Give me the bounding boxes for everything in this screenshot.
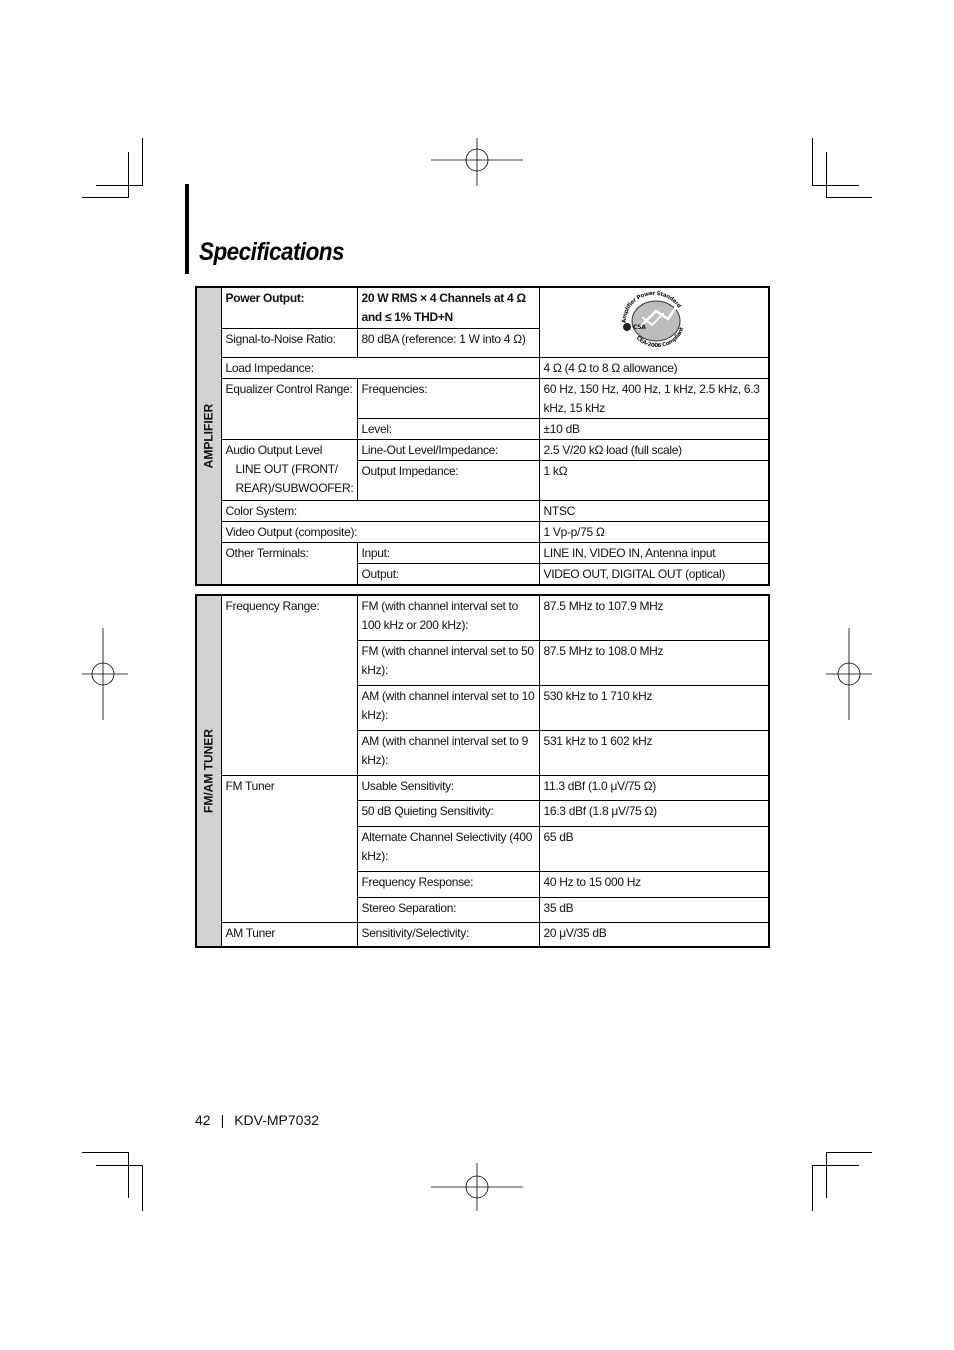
registration-mark-bottom [431, 1163, 523, 1211]
freq-range-value: 530 kHz to 1 710 kHz [539, 685, 769, 730]
fm-value: 35 dB [539, 897, 769, 922]
terminal-input-value: LINE IN, VIDEO IN, Antenna input [539, 543, 769, 564]
fm-value: 11.3 dBf (1.0 μV/75 Ω) [539, 775, 769, 800]
fm-tuner-label: FM Tuner [221, 775, 357, 922]
registration-mark-right [826, 628, 872, 720]
tuner-spec-table [195, 594, 770, 948]
load-impedance-label: Load Impedance: [221, 358, 539, 379]
fm-value: 40 Hz to 15 000 Hz [539, 871, 769, 897]
model-name: KDV-MP7032 [234, 1112, 320, 1128]
color-system-label: Color System: [221, 501, 539, 522]
other-terminals-label: Other Terminals: [221, 543, 357, 586]
title-bar [185, 184, 189, 274]
registration-mark-top [431, 138, 523, 186]
svg-text:Amplifier Power Standard: Amplifier Power Standard [621, 290, 682, 324]
freq-range-condition: FM (with channel interval set to 100 kHz or 200 kHz): [357, 595, 539, 640]
power-output-label: Power Output: [221, 287, 357, 329]
snr-value: 80 dBA (reference: 1 W into 4 Ω) [357, 329, 539, 358]
lineout-level-label: Line-Out Level/Impedance: [357, 440, 539, 461]
output-impedance-label: Output Impedance: [357, 461, 539, 501]
color-system-value: NTSC [539, 501, 769, 522]
am-value: 20 μV/35 dB [539, 922, 769, 947]
terminal-output-value: VIDEO OUT, DIGITAL OUT (optical) [539, 564, 769, 586]
freq-range-condition: AM (with channel interval set to 10 kHz): [357, 685, 539, 730]
fm-value: 16.3 dBf (1.8 μV/75 Ω) [539, 800, 769, 826]
load-impedance-value: 4 Ω (4 Ω to 8 Ω allowance) [539, 358, 769, 379]
eq-frequencies-label: Frequencies: [357, 379, 539, 419]
freq-range-condition: FM (with channel interval set to 50 kHz): [357, 640, 539, 685]
power-output-value: 20 W RMS × 4 Channels at 4 Ω and ≤ 1% THD+N [357, 287, 539, 329]
video-output-label: Video Output (composite): [221, 522, 539, 543]
am-tuner-label: AM Tuner [221, 922, 357, 947]
snr-label: Signal-to-Noise Ratio: [221, 329, 357, 358]
freq-range-value: 87.5 MHz to 108.0 MHz [539, 640, 769, 685]
svg-text:CSA: CSA [632, 324, 646, 331]
cea-2006-logo-cell [539, 287, 769, 358]
tuner-section-label: FM/AM TUNER [196, 595, 221, 947]
video-output-value: 1 Vp-p/75 Ω [539, 522, 769, 543]
terminal-output-label: Output: [357, 564, 539, 586]
terminal-input-label: Input: [357, 543, 539, 564]
fm-param: Frequency Response: [357, 871, 539, 897]
svg-text:CEA-2006 Compliant: CEA-2006 Compliant [634, 326, 686, 350]
equalizer-label: Equalizer Control Range: [221, 379, 357, 440]
page-footer [195, 1112, 319, 1128]
page-number: 42 [195, 1112, 211, 1128]
freq-range-value: 87.5 MHz to 107.9 MHz [539, 595, 769, 640]
am-param: Sensitivity/Selectivity: [357, 922, 539, 947]
eq-frequencies-value: 60 Hz, 150 Hz, 400 Hz, 1 kHz, 2.5 kHz, 6.3 kHz, 15 kHz [539, 379, 769, 419]
fm-value: 65 dB [539, 826, 769, 871]
freq-range-condition: AM (with channel interval set to 9 kHz): [357, 730, 539, 775]
fm-param: Usable Sensitivity: [357, 775, 539, 800]
fm-param: 50 dB Quieting Sensitivity: [357, 800, 539, 826]
amplifier-section-label: AMPLIFIER [196, 287, 221, 585]
page-title: Specifications [199, 238, 344, 266]
audio-output-sublabel: LINE OUT (FRONT/ REAR)/SUBWOOFER: [235, 462, 354, 495]
amplifier-spec-table [195, 286, 770, 586]
fm-param: Alternate Channel Selectivity (400 kHz): [357, 826, 539, 871]
footer-separator: | [220, 1112, 225, 1128]
fm-param: Stereo Separation: [357, 897, 539, 922]
freq-range-value: 531 kHz to 1 602 kHz [539, 730, 769, 775]
output-impedance-value: 1 kΩ [539, 461, 769, 501]
registration-mark-left [82, 628, 128, 720]
eq-level-value: ±10 dB [539, 419, 769, 440]
cea-2006-compliant-logo [616, 289, 692, 351]
eq-level-label: Level: [357, 419, 539, 440]
frequency-range-label: Frequency Range: [221, 595, 357, 775]
audio-output-label: Audio Output Level LINE OUT (FRONT/ REAR)/SUBWOOFER: [221, 440, 357, 501]
lineout-level-value: 2.5 V/20 kΩ load (full scale) [539, 440, 769, 461]
